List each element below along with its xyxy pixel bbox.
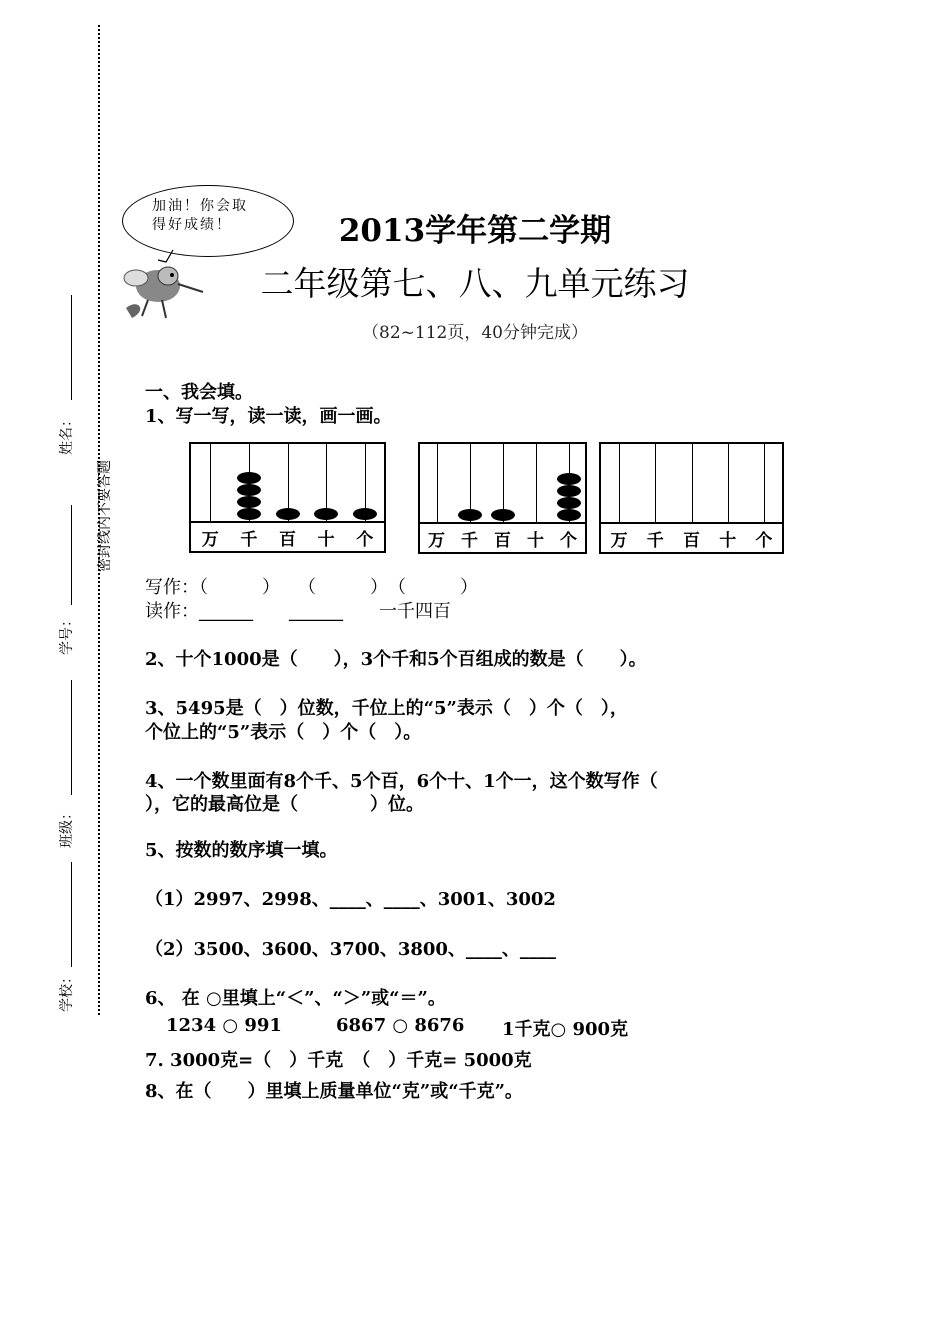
abacus-bead bbox=[237, 472, 261, 484]
abacus-rod bbox=[210, 444, 211, 521]
abacus-1 bbox=[189, 442, 386, 553]
abacus-place-label: 百 bbox=[683, 531, 700, 551]
abacus-place-label: 十 bbox=[719, 531, 737, 551]
q3-line1: 3、5495是（ ）位数，千位上的“5”表示（ ）个（ ）， bbox=[145, 698, 628, 719]
abacus-bead bbox=[557, 485, 581, 497]
abacus-place-label: 万 bbox=[610, 531, 628, 551]
q6-item-3: 1千克○ 900克 bbox=[502, 1019, 629, 1040]
abacus-bead bbox=[237, 496, 261, 508]
abacus-rod bbox=[437, 444, 438, 522]
q5-prompt: 5、按数的数序填一填。 bbox=[145, 840, 338, 861]
class-line bbox=[71, 680, 72, 795]
page-note: （82~112页，40分钟完成） bbox=[362, 323, 588, 343]
abacus-rod bbox=[692, 444, 693, 522]
abacus-rod bbox=[536, 444, 537, 522]
q5-row1: （1）2997、2998、____、____、3001、3002 bbox=[145, 889, 556, 910]
abacus-place-label: 十 bbox=[527, 531, 544, 551]
school-line bbox=[71, 862, 72, 967]
q4-line1: 4、一个数里面有8个千、5个百，6个十、1个一，这个数写作（ bbox=[145, 771, 658, 792]
abacus-base bbox=[191, 521, 384, 523]
abacus-bead bbox=[491, 509, 515, 521]
name-line bbox=[71, 295, 72, 400]
q1-prompt: 1、写一写，读一读，画一画。 bbox=[145, 406, 392, 427]
q8-text: 8、在（ ）里填上质量单位“克”或“千克”。 bbox=[145, 1081, 523, 1102]
abacus-place-label: 千 bbox=[461, 531, 478, 551]
abacus-place-label: 百 bbox=[279, 530, 296, 550]
abacus-place-label: 百 bbox=[494, 531, 511, 551]
abacus-place-label: 个 bbox=[356, 530, 374, 550]
abacus-place-label: 十 bbox=[317, 530, 335, 550]
page-subtitle: 二年级第七、八、九单元练习 bbox=[260, 264, 690, 303]
abacus-place-label: 千 bbox=[240, 530, 258, 550]
student-id-line bbox=[71, 505, 72, 605]
q6-item-1: 1234 ○ 991 bbox=[166, 1015, 282, 1036]
q6-item-2: 6867 ○ 8676 bbox=[336, 1015, 465, 1036]
abacus-bead bbox=[276, 508, 300, 520]
abacus-place-label: 个 bbox=[560, 531, 577, 551]
abacus-bead bbox=[458, 509, 482, 521]
school-label: 学校： bbox=[59, 970, 75, 1012]
abacus-bead bbox=[557, 509, 581, 521]
abacus-3 bbox=[599, 442, 784, 554]
abacus-rod bbox=[728, 444, 729, 522]
abacus-base bbox=[420, 522, 585, 524]
page-title: 2013学年第二学期 bbox=[338, 213, 612, 249]
q7-text: 7. 3000克=（ ）千克 （ ）千克= 5000克 bbox=[145, 1050, 532, 1071]
student-id-label: 学号： bbox=[59, 613, 75, 655]
abacus-bead bbox=[237, 508, 261, 520]
read-row: 读作：______ ______ 一千四百 bbox=[145, 601, 451, 622]
abacus-bead bbox=[353, 508, 377, 520]
abacus-bead bbox=[557, 473, 581, 485]
name-label: 姓名： bbox=[59, 413, 75, 455]
abacus-place-label: 千 bbox=[646, 531, 664, 551]
q4-line2: ），它的最高位是（ ）位。 bbox=[145, 794, 424, 815]
abacus-place-label: 万 bbox=[201, 530, 219, 550]
abacus-rod bbox=[764, 444, 765, 522]
q5-row2: （2）3500、3600、3700、3800、____、____ bbox=[145, 939, 556, 960]
abacus-2 bbox=[418, 442, 587, 554]
abacus-place-label: 个 bbox=[755, 531, 773, 551]
bubble-text: 加油！你会取得好成绩！ bbox=[152, 198, 248, 233]
q3-line2: 个位上的“5”表示（ ）个（ ）。 bbox=[145, 722, 422, 743]
class-label: 班级： bbox=[59, 806, 75, 848]
seal-note: 密封线内不要答题 bbox=[97, 460, 113, 572]
abacus-place-label: 万 bbox=[428, 531, 445, 551]
abacus-bead bbox=[557, 497, 581, 509]
abacus-bead bbox=[314, 508, 338, 520]
abacus-bead bbox=[237, 484, 261, 496]
abacus-rod bbox=[655, 444, 656, 522]
q6-prompt: 6、 在 ○里填上“＜”、“＞”或“＝”。 bbox=[145, 988, 446, 1009]
abacus-base bbox=[601, 522, 782, 524]
q2-text: 2、十个1000是（ ），3个千和5个百组成的数是（ ）。 bbox=[145, 649, 647, 670]
write-row: 写作：（ ） （ ） （ ） bbox=[145, 577, 478, 598]
abacus-rod bbox=[619, 444, 620, 522]
section-heading: 一、我会填。 bbox=[145, 382, 253, 403]
